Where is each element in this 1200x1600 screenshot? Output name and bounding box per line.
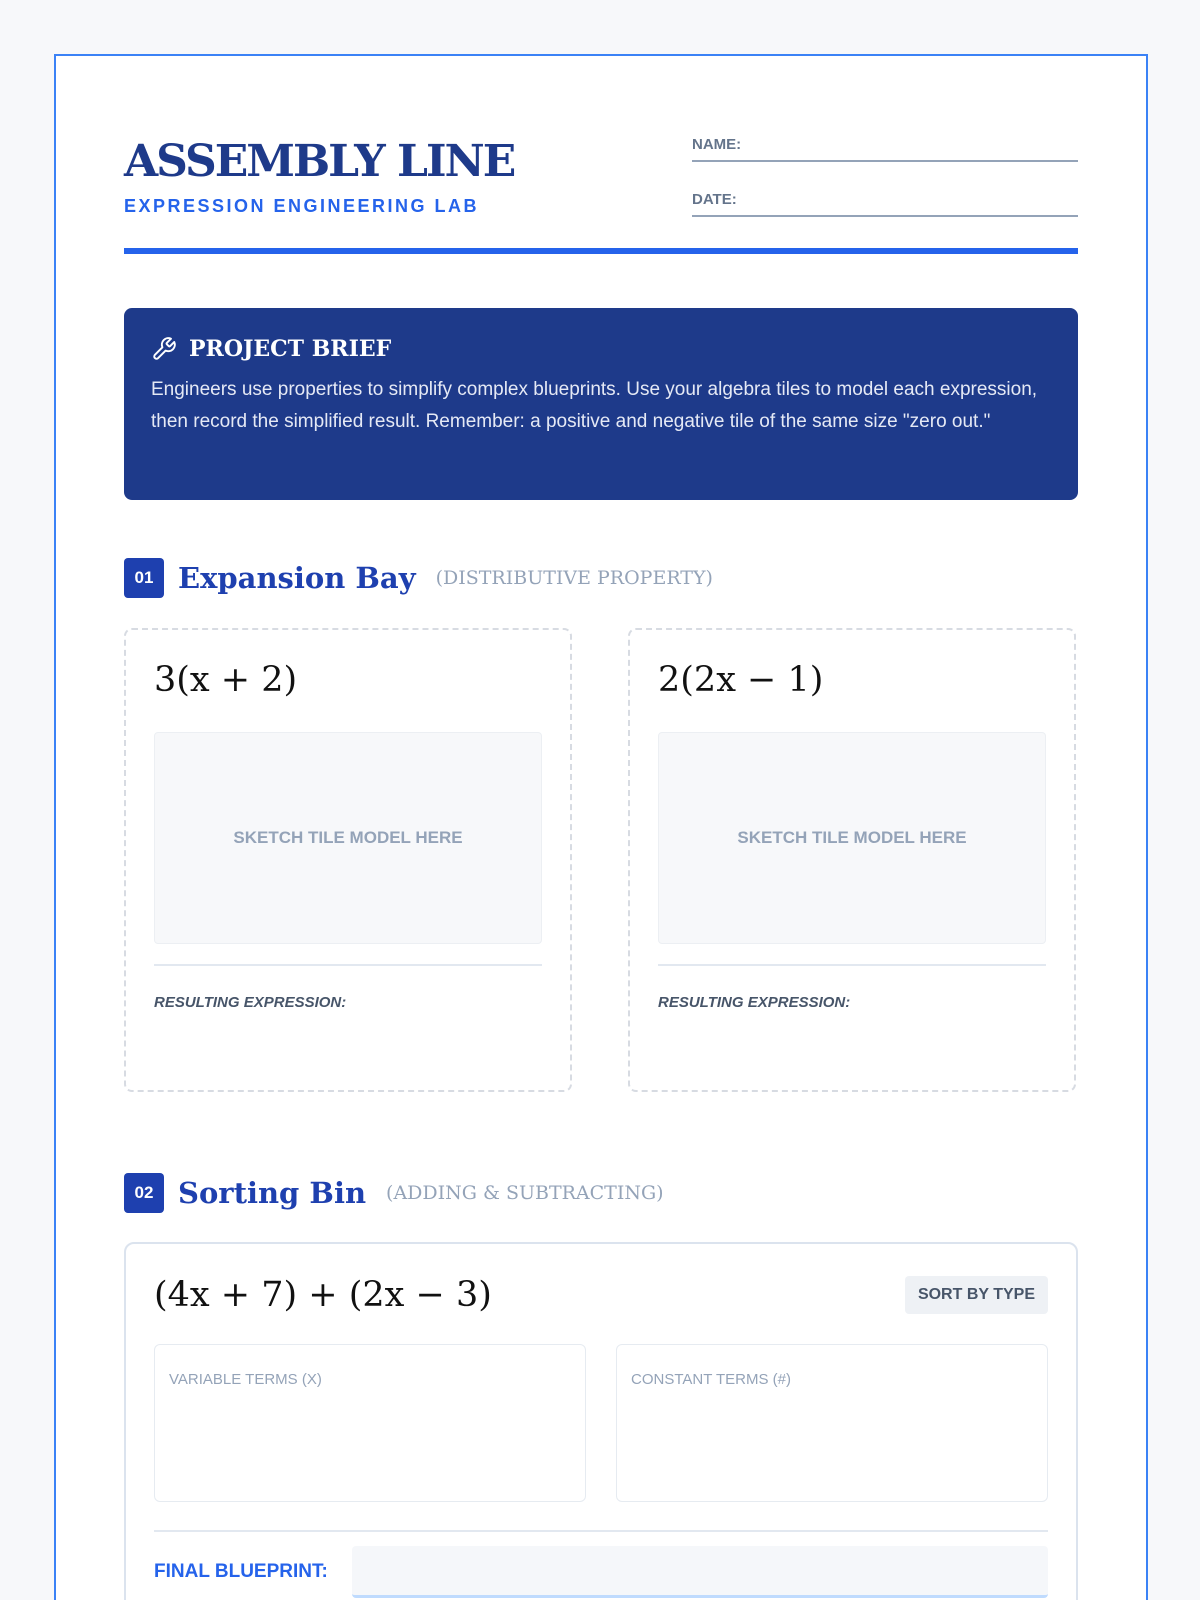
page-title: ASSEMBLY LINE bbox=[124, 136, 515, 187]
constant-terms-box[interactable] bbox=[616, 1344, 1048, 1502]
sorting-bin-top bbox=[154, 1270, 1048, 1320]
final-blueprint-row bbox=[154, 1546, 1048, 1598]
card-divider bbox=[154, 964, 542, 966]
section-sorting-bin-heading bbox=[124, 1173, 1078, 1213]
sketch-area[interactable]: SKETCH TILE MODEL HERE bbox=[658, 732, 1046, 944]
header-divider bbox=[124, 248, 1078, 254]
final-blueprint-input[interactable] bbox=[352, 1546, 1048, 1598]
sketch-area[interactable]: SKETCH TILE MODEL HERE bbox=[154, 732, 542, 944]
project-brief bbox=[124, 308, 1078, 500]
brief-text: Engineers use properties to simplify complex blueprints. Use your algebra tiles to model each expression, then record the simplified result. Remember: a positive and negative tile of the same size "zero out." bbox=[151, 379, 1038, 432]
name-label: NAME: bbox=[692, 136, 742, 153]
variable-terms-box[interactable] bbox=[154, 1344, 586, 1502]
term-bins bbox=[154, 1344, 1048, 1502]
worksheet-header bbox=[124, 56, 1078, 256]
expansion-card bbox=[124, 628, 572, 1092]
bin-divider bbox=[154, 1530, 1048, 1532]
section-expansion-bay-heading bbox=[124, 558, 1078, 598]
result-label: RESULTING EXPRESSION: bbox=[154, 994, 347, 1011]
final-blueprint-label: FINAL BLUEPRINT: bbox=[154, 1561, 328, 1582]
section-title: Expansion Bay bbox=[178, 561, 416, 595]
section-subtitle: (DISTRIBUTIVE PROPERTY) bbox=[435, 567, 713, 589]
wrench-icon bbox=[151, 336, 177, 362]
expression: 3(x + 2) bbox=[154, 660, 298, 700]
brief-title: PROJECT BRIEF bbox=[189, 336, 392, 362]
section-number: 02 bbox=[124, 1173, 164, 1213]
card-divider bbox=[658, 964, 1046, 966]
brief-heading bbox=[151, 334, 1052, 364]
section-number: 01 bbox=[124, 558, 164, 598]
name-field[interactable] bbox=[692, 134, 1078, 162]
section-title: Sorting Bin bbox=[178, 1176, 367, 1210]
expression: 2(2x − 1) bbox=[658, 660, 824, 700]
expansion-card bbox=[628, 628, 1076, 1092]
variable-terms-label: VARIABLE TERMS (X) bbox=[169, 1371, 322, 1388]
date-label: DATE: bbox=[692, 191, 737, 208]
sorting-bin-card bbox=[124, 1242, 1078, 1600]
date-field[interactable] bbox=[692, 189, 1078, 217]
sort-by-type-button[interactable]: SORT BY TYPE bbox=[905, 1276, 1048, 1314]
worksheet-page bbox=[54, 54, 1148, 1600]
section-subtitle: (ADDING & SUBTRACTING) bbox=[386, 1182, 664, 1204]
expression: (4x + 7) + (2x − 3) bbox=[154, 1275, 492, 1315]
result-label: RESULTING EXPRESSION: bbox=[658, 994, 851, 1011]
page-subtitle: EXPRESSION ENGINEERING LAB bbox=[124, 196, 480, 216]
constant-terms-label: CONSTANT TERMS (#) bbox=[631, 1371, 792, 1388]
